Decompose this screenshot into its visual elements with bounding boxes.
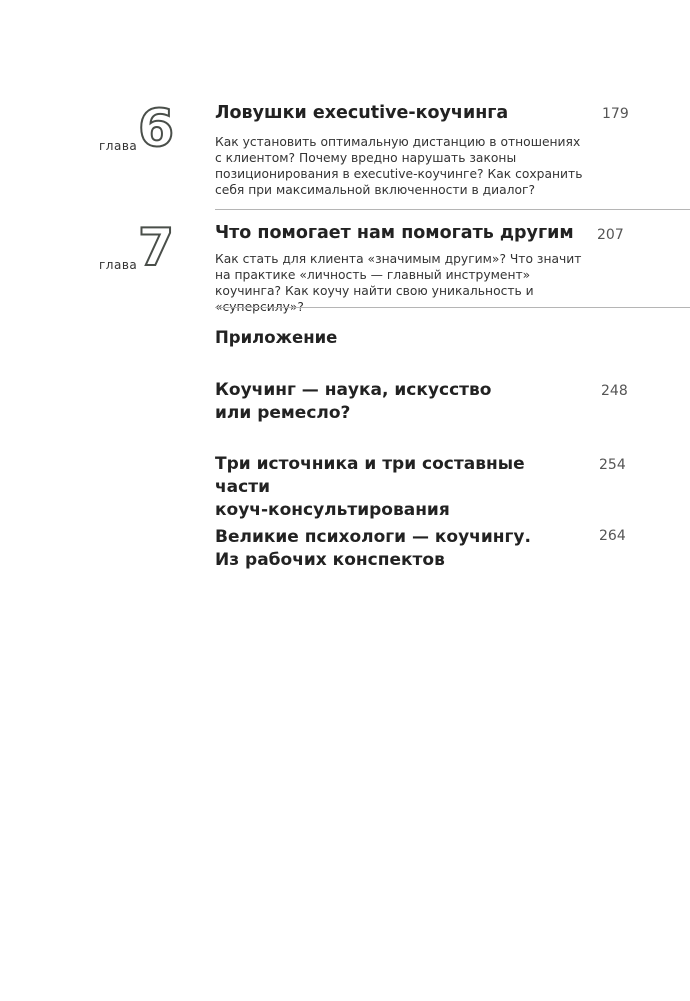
divider [215,209,690,210]
appendix-page-number: 248 [601,383,628,399]
appendix-item-line: Три источника и три составные части [215,454,525,497]
chapter-title[interactable]: Что помогает нам помогать другим [215,223,574,243]
appendix-page-number: 254 [599,457,626,473]
appendix-item-line: Коучинг — наука, искусство [215,380,492,400]
chapter-description: Как установить оптимальную дистанцию в отношениях с клиентом? Почему вредно нарушать законы позиционирования в executive-коучинге? Как сохранить себя при максимальной включенности в диалог? [215,135,583,197]
chapter-page-number: 207 [597,227,624,243]
appendix-item-line: Великие психологи — коучингу. [215,527,531,547]
chapter-page-number: 179 [602,106,629,122]
appendix-heading: Приложение [215,328,338,347]
appendix-item-line: или ремесло? [215,403,351,423]
chapter-word: глава [99,258,138,272]
appendix-page-number: 264 [599,528,626,544]
appendix-item-line: коуч-консультирования [215,500,450,520]
chapter-number: 6 [138,99,175,159]
chapter-description: Как стать для клиента «значимым другим»? Что значит на практике «личность — главный инструмент» коучинга? Как коучу найти свою уникальность и «суперсилу»? [215,252,582,314]
chapter-number: 7 [138,218,175,278]
appendix-item[interactable] [215,379,555,425]
divider [215,307,690,308]
appendix-item[interactable] [215,453,555,522]
chapter-title[interactable]: Ловушки executive-коучинга [215,103,509,123]
appendix-item-line: Из рабочих конспектов [215,550,445,570]
appendix-item[interactable] [215,526,555,572]
chapter-word: глава [99,139,138,153]
